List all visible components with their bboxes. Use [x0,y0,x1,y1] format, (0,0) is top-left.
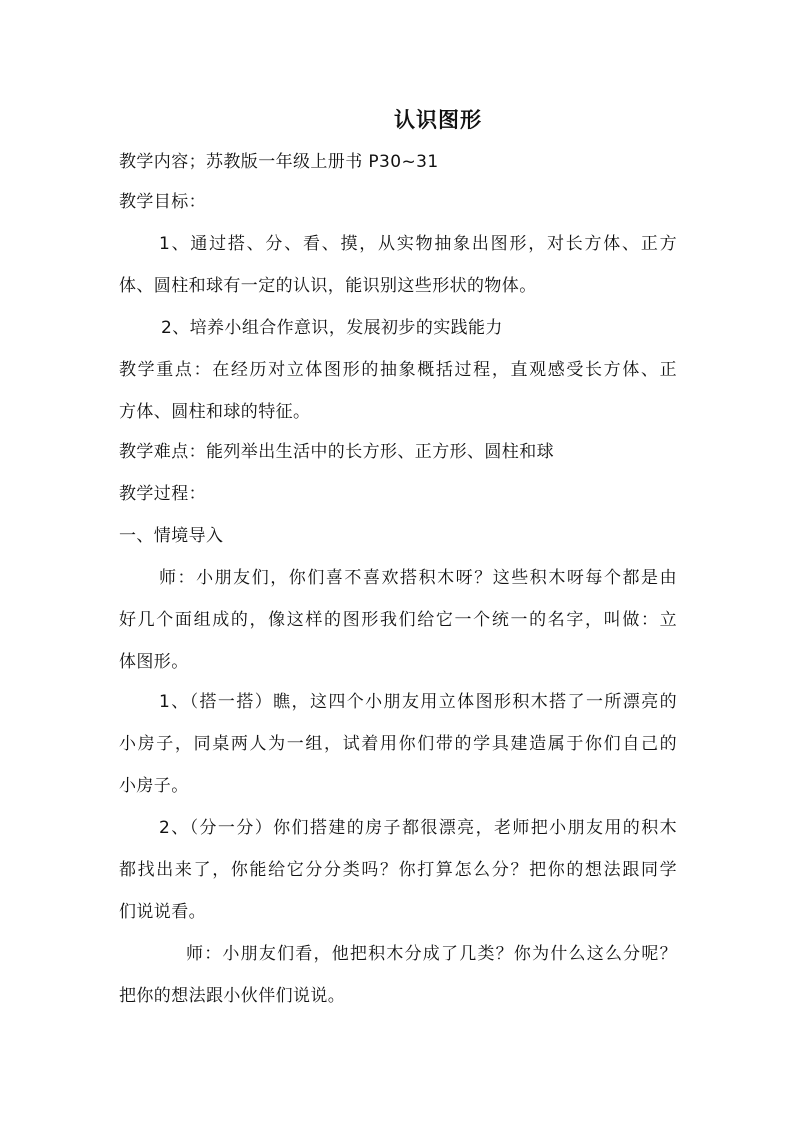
teacher-intro-line-1: 师：小朋友们，你们喜不喜欢搭积木呀？这些积木呀每个都是由 [159,568,677,588]
build-activity-line-2: 小房子，同桌两人为一组，试着用你们带的学具建造属于你们自己的 [119,734,677,754]
sort-activity-line-3: 们说说看。 [119,902,206,922]
teacher-intro-line-3: 体图形。 [119,652,189,672]
teacher-question-line-2: 把你的想法跟小伙伴们说说。 [119,986,346,1006]
teacher-question-line-1: 师：小朋友们看，他把积木分成了几类？你为什么这么分呢？ [186,944,677,964]
build-activity-line-1: 1、（搭一搭）瞧，这四个小朋友用立体图形积木搭了一所漂亮的 [159,692,677,712]
build-activity-line-3: 小房子。 [119,776,189,796]
key-points-line-2: 方体、圆柱和球的特征。 [119,402,311,422]
teacher-intro-line-2: 好几个面组成的，像这样的图形我们给它一个统一的名字，叫做：立 [119,610,677,630]
goal-2-line: 2、培养小组合作意识，发展初步的实践能力 [161,318,503,338]
process-heading: 教学过程： [119,484,206,504]
sort-activity-line-1: 2、（分一分）你们搭建的房子都很漂亮，老师把小朋友用的积木 [159,818,677,838]
teaching-content-line: 教学内容；苏教版一年级上册书 P30~31 [119,152,439,172]
goal-1-line-2: 体、圆柱和球有一定的认识，能识别这些形状的物体。 [119,276,537,296]
key-points-line-1: 教学重点：在经历对立体图形的抽象概括过程，直观感受长方体、正 [119,360,677,380]
sort-activity-line-2: 都找出来了，你能给它分分类吗？你打算怎么分？把你的想法跟同学 [119,860,677,880]
section-1-heading: 一、情境导入 [119,526,224,546]
goal-1-line-1: 1、通过搭、分、看、摸，从实物抽象出图形，对长方体、正方 [159,234,677,254]
difficulties-line: 教学难点：能列举出生活中的长方形、正方形、圆柱和球 [119,442,554,462]
teaching-goals-heading: 教学目标： [119,192,206,212]
document-title: 认识图形 [394,108,482,132]
